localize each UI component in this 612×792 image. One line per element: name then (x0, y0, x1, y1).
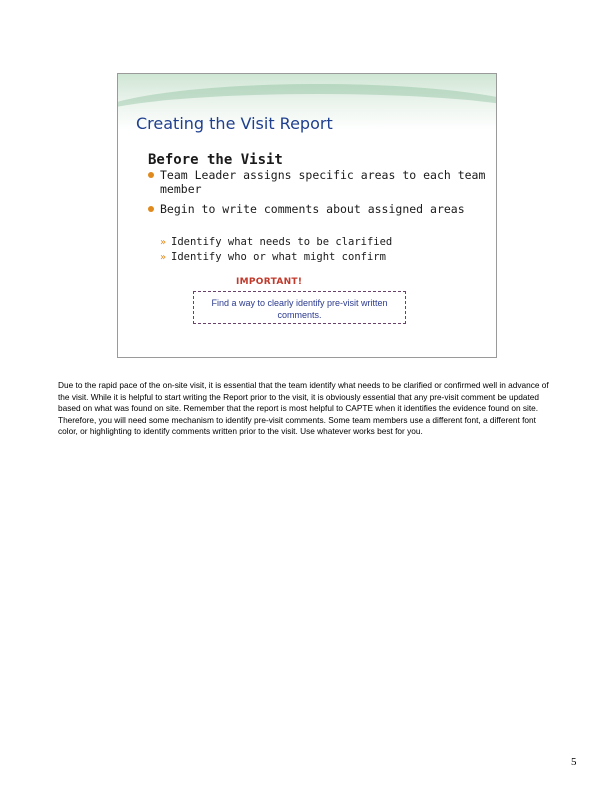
important-label: IMPORTANT! (236, 277, 303, 287)
bullet-text: Team Leader assigns specific areas to each team member (160, 168, 486, 196)
slide-title: Creating the Visit Report (136, 114, 333, 133)
sub-bullet-item (160, 235, 392, 250)
speaker-notes: Due to the rapid pace of the on-site visit, it is essential that the team identify what needs to be clarified or confirmed well in advance of the visit. While it is helpful to start writing the Report prior to the visit, it is obviously essential that any pre-visit comment be updated based on what was found on site. Remember that the report is most helpful to CAPTE when it identifies the evidence found on site. Therefore, you will need some mechanism to identify pre-visit comments. Some team members use a different font, a different font color, or highlighting to identify comments written prior to the visit. Use whatever works best for you. (58, 380, 549, 437)
page-number: 5 (571, 756, 577, 768)
sub-bullet-item (160, 250, 392, 265)
chevron-right-icon: » (160, 237, 167, 248)
bullet-list (148, 168, 493, 222)
sub-bullet-text: Identify who or what might confirm (171, 251, 386, 263)
bullet-item (148, 168, 493, 196)
bullet-dot-icon (148, 172, 154, 178)
bullet-item (148, 202, 493, 216)
sub-bullet-text: Identify what needs to be clarified (171, 236, 393, 248)
bullet-text: Begin to write comments about assigned areas (160, 202, 465, 216)
important-callout-box (193, 291, 406, 324)
chevron-right-icon: » (160, 252, 167, 263)
slide-heading: Before the Visit (148, 152, 283, 168)
bullet-dot-icon (148, 206, 154, 212)
slide-thumbnail (117, 73, 497, 358)
important-text: Find a way to clearly identify pre-visit written comments. (211, 298, 388, 320)
sub-bullet-list (160, 235, 392, 265)
